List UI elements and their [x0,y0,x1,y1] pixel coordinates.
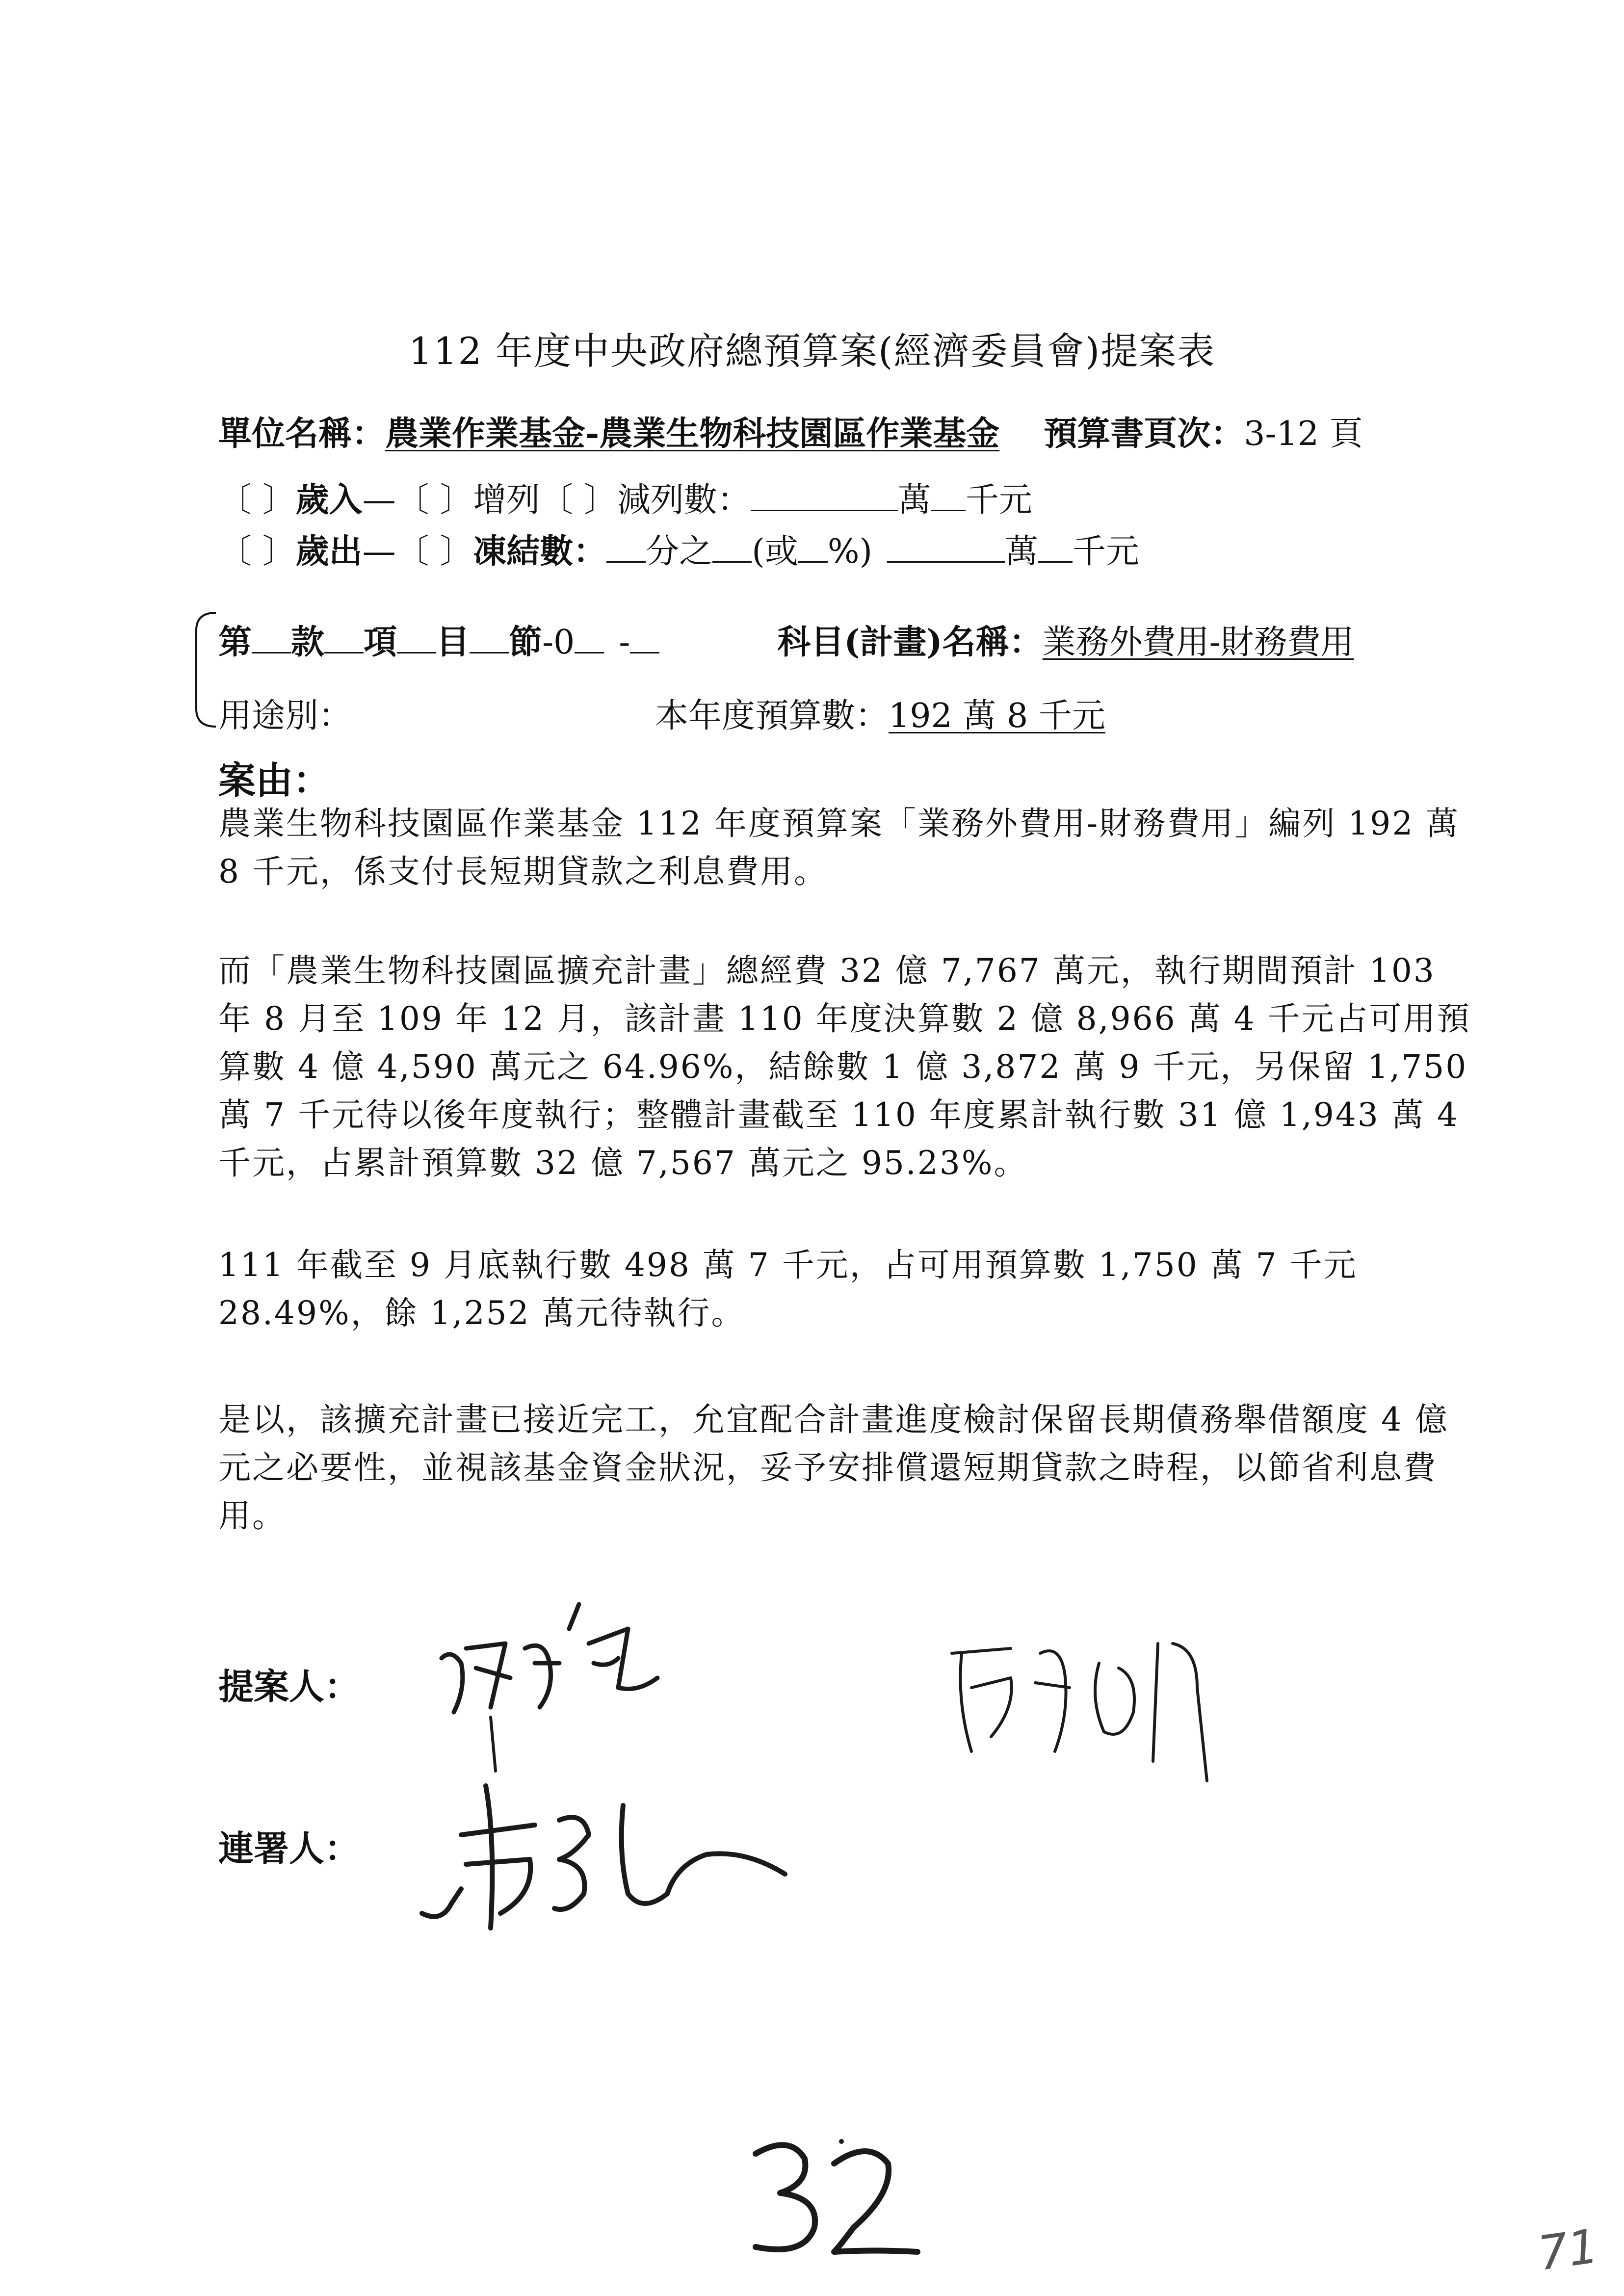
income-line [218,473,1032,521]
jie-field[interactable] [470,625,509,653]
income-dash: — [362,481,396,520]
xiang-field[interactable] [324,625,364,653]
usage-row [218,689,352,737]
unit-row [218,407,1363,455]
freeze-wan-unit: 萬 [1004,532,1038,571]
corner-number: 71 [1534,2218,1602,2281]
paragraph-2: 而「農業生物科技園區擴充計畫」總經費 32 億 7,767 萬元，執行期間預計 103 年 8 月至 109 年 12 月，該計畫 110 年度決算數 2 億 8,966 萬 4 千元占可用預算數 4 億 4,590 萬元之 64.96%，結餘數 1 億 3,872 萬 9 千元，另保留 1,750 萬 7 千元待以後年度執行；整體計畫截至 110 年度累計執行數 31 億 1,943 萬 4 千元，占累計預算數 32 億 7,567 萬元之 95.23%。 [218,952,1471,1182]
page-label: 預算書頁次： [1044,414,1244,453]
section-kuan: 款 [291,623,325,662]
kuan-field[interactable] [252,625,291,653]
freeze-checkbox[interactable]: 〔 〕 [395,532,473,571]
budget-row [655,689,1105,737]
increase-label: 增列 [473,481,540,520]
or-open: (或 [752,532,798,571]
budget-value: 192 萬 8 千元 [889,697,1105,735]
section-mu: 目 [436,623,470,662]
case-heading: 案由： [218,758,330,802]
freeze-wan-field[interactable] [887,534,1005,563]
subject-label: 科目(計畫)名稱： [777,623,1043,662]
wan-unit: 萬 [897,481,931,520]
paragraph-1: 農業生物科技園區作業基金 112 年度預算案「業務外費用-財務費用」編列 192 萬 8 千元，係支付長短期貸款之利息費用。 [218,805,1460,890]
cosigner-signature [412,1766,795,1943]
expense-checkbox[interactable]: 〔 〕 [218,532,296,571]
expense-dash: — [362,532,396,571]
decrease-qian-field[interactable] [931,482,966,511]
freeze-qian-unit: 千元 [1073,532,1140,571]
decrease-label: 減列數： [617,481,751,520]
freeze-numerator-field[interactable] [712,534,752,563]
expense-label: 歲出 [295,532,363,571]
income-label: 歲入 [295,480,363,520]
freeze-label: 凍結數： [473,532,607,571]
cosigner-label: 連署人： [218,1827,360,1869]
fraction-label: 分之 [646,532,713,571]
budget-label: 本年度預算數： [655,697,889,735]
expense-line [218,525,1139,573]
subject-name: 業務外費用-財務費用 [1042,623,1354,662]
section-code: -0 [542,623,575,662]
unit-label: 單位名稱： [218,414,386,453]
decrease-checkbox[interactable]: 〔 〕 [540,481,617,520]
paragraph-3: 111 年截至 9 月底執行數 498 萬 7 千元，占可用預算數 1,750 萬 7 千元 28.49%，餘 1,252 萬元待執行。 [218,1246,1358,1332]
decrease-wan-field[interactable] [751,482,898,511]
freeze-percent-field[interactable] [798,534,828,563]
section-jie: 節 [509,623,543,662]
section-xiang: 項 [364,623,397,662]
page-number-handwritten [736,2134,922,2262]
proposer-label: 提案人： [218,1666,360,1707]
sub-code-field[interactable] [630,625,659,653]
form-title: 112 年度中央政府總預算案(經濟委員會)提案表 [408,329,1216,373]
percent-close: %) [827,532,872,571]
income-checkbox[interactable]: 〔 〕 [218,481,296,520]
freeze-denominator-field[interactable] [606,534,646,563]
section-row [218,616,1354,663]
section-dash: - [619,623,630,662]
usage-label: 用途別： [218,697,352,735]
section-di: 第 [218,623,252,662]
code-field[interactable] [575,625,604,653]
paragraph-4: 是以，該擴充計畫已接近完工，允宜配合計畫進度檢討保留長期債務舉借額度 4 億元之必要性，並視該基金資金狀況，妥予安排償還短期貸款之時程，以節省利息費用。 [218,1401,1449,1535]
second-signature [942,1624,1246,1786]
increase-checkbox[interactable]: 〔 〕 [395,481,473,520]
qian-unit: 千元 [965,481,1032,520]
mu-field[interactable] [397,625,436,653]
page-value: 3-12 頁 [1244,415,1363,453]
proposer-signature [432,1590,677,1776]
freeze-qian-field[interactable] [1038,534,1073,563]
section-brace [192,611,218,729]
unit-name: 農業作業基金-農業生物科技園區作業基金 [385,414,1000,453]
